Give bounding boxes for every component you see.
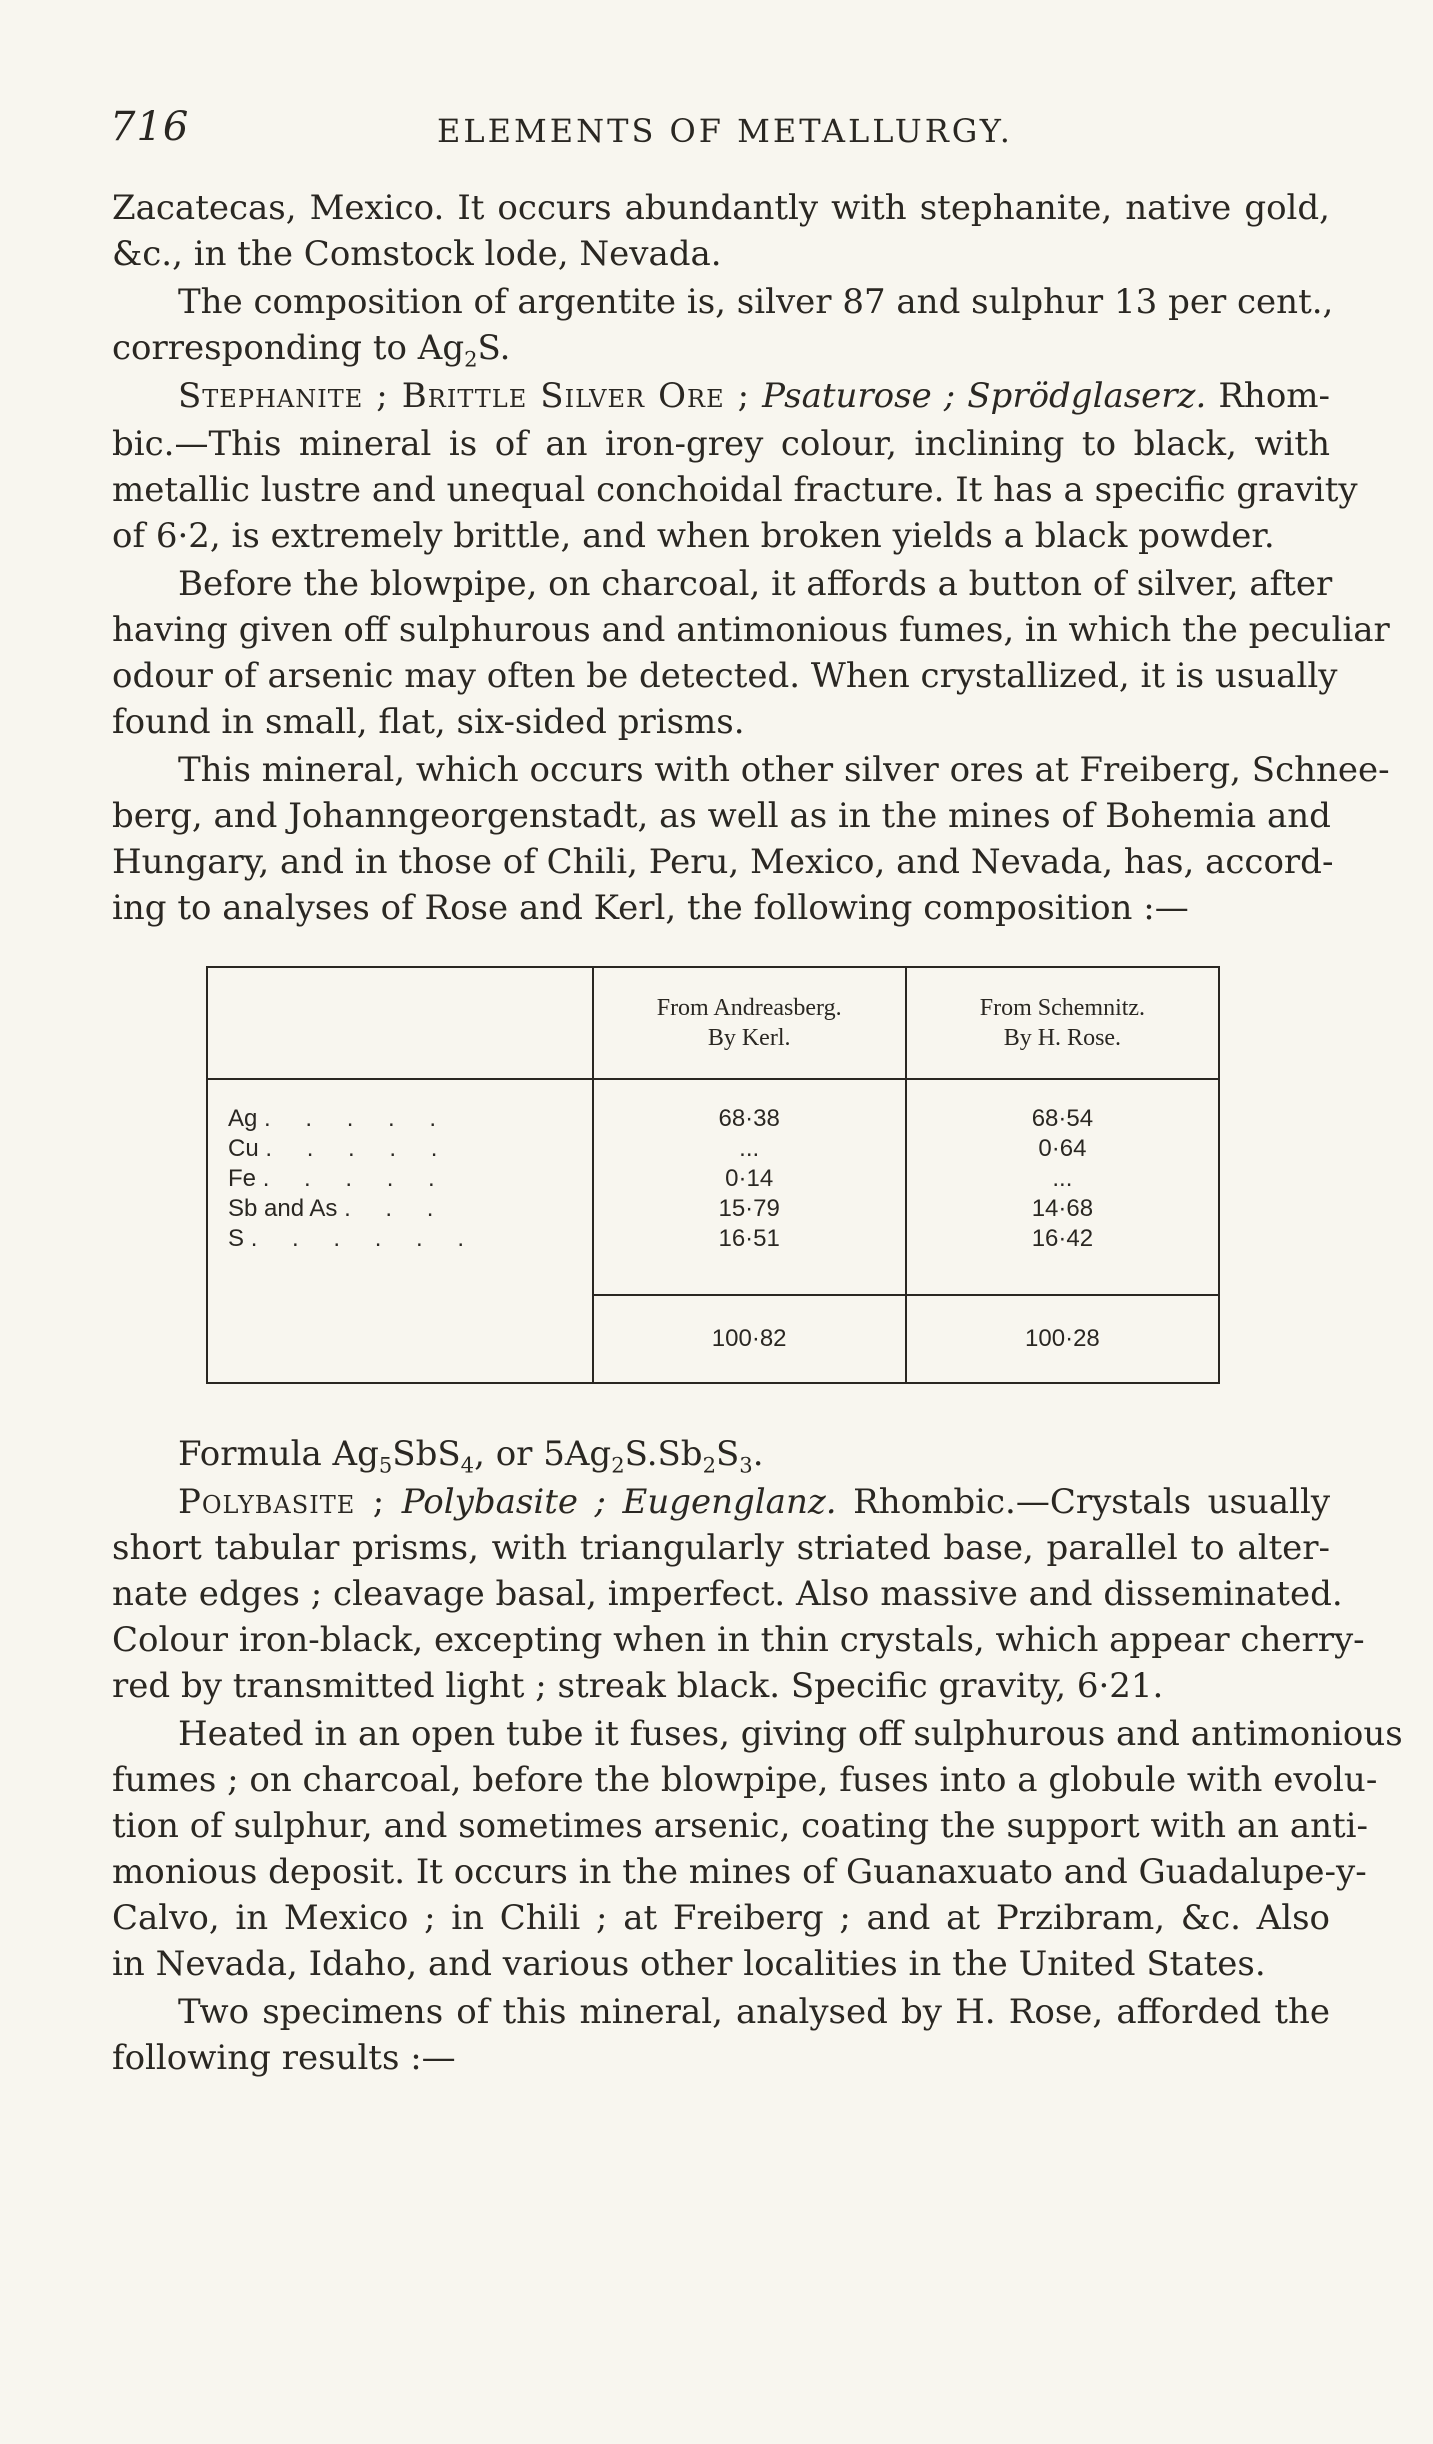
text-line: Two specimens of this mineral, analysed by H. Rose, afforded the xyxy=(178,1992,1330,2032)
text-line: corresponding to $Ag_2S$. xyxy=(112,328,511,372)
text-line: Stephanite ; Brittle Silver Ore ; Psaturose ; Sprödglaserz. Rhom- xyxy=(178,376,1331,416)
text-line: The composition of argentite is, silver 87 and sulphur 13 per cent., xyxy=(178,282,1334,322)
table-corner xyxy=(207,967,593,1079)
page-header xyxy=(110,104,1340,160)
text-line: metallic lustre and unequal conchoidal fracture. It has a specific gravity xyxy=(112,470,1358,510)
total-andreasberg: 100·82 xyxy=(593,1295,906,1383)
text-line: found in small, flat, six-sided prisms. xyxy=(112,702,745,742)
table-cell: 68·54 xyxy=(1031,1105,1094,1132)
mineral-synonyms: Psaturose ; Sprödglaserz. xyxy=(762,376,1207,416)
column-header-andreasberg: From Andreasberg. By Kerl. xyxy=(593,967,906,1079)
text-line: monious deposit. It occurs in the mines of Guanaxuato and Guadalupe-y- xyxy=(112,1852,1367,1892)
text-line: Before the blowpipe, on charcoal, it affords a button of silver, after xyxy=(178,564,1333,604)
formula-line: Formula $Ag_5SbS_4$, or $5Ag_2S.Sb_2S_3$. xyxy=(178,1434,764,1478)
text-line: ing to analyses of Rose and Kerl, the following composition :— xyxy=(112,888,1189,928)
text-line: Polybasite ; Polybasite ; Eugenglanz. Rhombic.—Crystals usually xyxy=(178,1482,1331,1522)
table-cell: 68·38 xyxy=(718,1105,780,1132)
row-labels xyxy=(207,1079,593,1295)
text-line: Hungary, and in those of Chili, Peru, Mexico, and Nevada, has, accord- xyxy=(112,842,1334,882)
text-line: red by transmitted light ; streak black. Specific gravity, 6·21. xyxy=(112,1666,1164,1706)
text-line: of 6·2, is extremely brittle, and when broken yields a black powder. xyxy=(112,516,1275,556)
table-row-label: S . . . . . . xyxy=(228,1225,479,1252)
table-cell: ... xyxy=(739,1135,760,1162)
composition-table xyxy=(206,966,1220,1384)
table-row-label: Cu . . . . . xyxy=(228,1135,452,1162)
text-line: in Nevada, Idaho, and various other localities in the United States. xyxy=(112,1944,1266,1984)
text-line: Heated in an open tube it fuses, giving off sulphurous and antimonious xyxy=(178,1714,1403,1754)
text-line: bic.—This mineral is of an iron-grey colour, inclining to black, with xyxy=(112,424,1330,464)
column-schemnitz-values xyxy=(906,1079,1219,1295)
running-head: ELEMENTS OF METALLURGY. xyxy=(437,112,1013,150)
table-cell: 16·51 xyxy=(718,1225,780,1252)
table-cell: 15·79 xyxy=(718,1195,780,1222)
text-line: odour of arsenic may often be detected. When crystallized, it is usually xyxy=(112,656,1338,696)
column-andreasberg-values xyxy=(593,1079,906,1295)
table-cell: 16·42 xyxy=(1031,1225,1094,1252)
text-line: Colour iron-black, excepting when in thin crystals, which appear cherry- xyxy=(112,1620,1365,1660)
text-line: following results :— xyxy=(112,2038,456,2078)
table-row-label: Sb and As . . . xyxy=(228,1195,448,1222)
table-cell: 14·68 xyxy=(1031,1195,1094,1222)
text-line: short tabular prisms, with triangularly striated base, parallel to alter- xyxy=(112,1528,1330,1568)
table-cell: 0·64 xyxy=(1038,1135,1087,1162)
table-row-label: Ag . . . . . xyxy=(228,1105,451,1132)
table-row-label: Fe . . . . . xyxy=(228,1165,449,1192)
table-cell: 0·14 xyxy=(725,1165,774,1192)
text-line: having given off sulphurous and antimonious fumes, in which the peculiar xyxy=(112,610,1390,650)
mineral-synonyms: Polybasite ; Eugenglanz. xyxy=(401,1482,837,1522)
text-line: nate edges ; cleavage basal, imperfect. Also massive and disseminated. xyxy=(112,1574,1343,1614)
text-line: &c., in the Comstock lode, Nevada. xyxy=(112,234,722,274)
text-line: fumes ; on charcoal, before the blowpipe, fuses into a globule with evolu- xyxy=(112,1760,1378,1800)
text-line: berg, and Johanngeorgenstadt, as well as in the mines of Bohemia and xyxy=(112,796,1331,836)
mineral-name: Polybasite ; xyxy=(178,1482,386,1522)
total-schemnitz: 100·28 xyxy=(906,1295,1219,1383)
page-number: 716 xyxy=(110,104,190,150)
column-header-schemnitz: From Schemnitz. By H. Rose. xyxy=(906,967,1219,1079)
table-cell: ... xyxy=(1052,1165,1073,1192)
total-label-cell xyxy=(207,1295,593,1383)
text-line: Zacatecas, Mexico. It occurs abundantly with stephanite, native gold, xyxy=(112,188,1330,228)
text-line: tion of sulphur, and sometimes arsenic, coating the support with an anti- xyxy=(112,1806,1369,1846)
text-line: Calvo, in Mexico ; in Chili ; at Freiberg ; and at Przibram, &c. Also xyxy=(112,1898,1330,1938)
mineral-name: Stephanite ; Brittle Silver Ore ; xyxy=(178,376,751,416)
text-line: This mineral, which occurs with other silver ores at Freiberg, Schnee- xyxy=(178,750,1390,790)
